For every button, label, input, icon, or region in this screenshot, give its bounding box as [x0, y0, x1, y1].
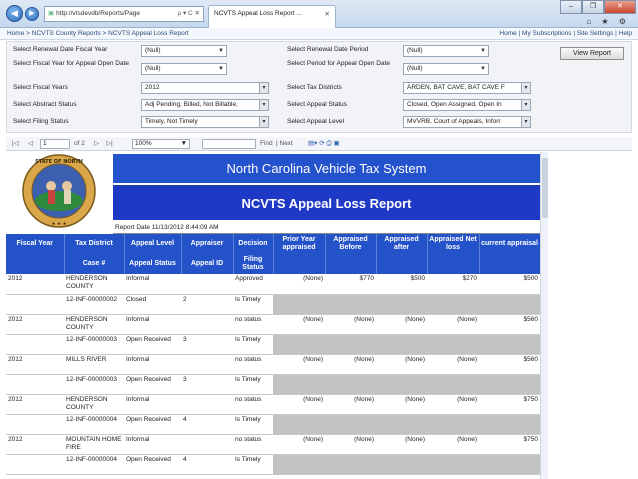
column-header: Appraised Before [325, 234, 376, 254]
param-label: Select Filing Status [13, 118, 69, 125]
page-count: of 2 [74, 140, 85, 147]
view-report-button[interactable]: View Report [560, 47, 624, 60]
browser-tool-icons[interactable]: ⌂ ★ ⚙ [586, 17, 630, 26]
table-cell [181, 274, 233, 294]
table-cell-empty [273, 334, 325, 354]
find-input[interactable] [202, 139, 256, 149]
table-cell-empty [479, 414, 540, 434]
appeal-status-multiselect[interactable]: Closed, Open Assigned, Open In ▾ [403, 99, 531, 111]
table-subrow [6, 294, 540, 314]
tax-districts-multiselect[interactable]: ARDEN, BAT CAVE, BAT CAVE F ▾ [403, 82, 531, 94]
column-header: current appraisal [479, 234, 540, 254]
table-row [6, 354, 540, 374]
table-cell-empty [376, 294, 427, 314]
table-row [6, 314, 540, 334]
table-cell [181, 394, 233, 414]
column-header: Case # [64, 254, 124, 274]
table-cell: Is Timely [233, 294, 273, 314]
table-cell: Is Timely [233, 374, 273, 394]
parameter-panel [6, 41, 632, 133]
renewal-fiscal-year-select[interactable]: (Null) ▼ [141, 45, 227, 57]
table-cell: 12-INF-00000003 [64, 374, 124, 394]
first-page-icon[interactable]: |◁ [12, 140, 19, 147]
table-cell: $750 [479, 394, 540, 414]
report-title-banner [113, 185, 540, 222]
browser-tab[interactable] [208, 5, 336, 28]
table-cell: $500 [376, 274, 427, 294]
chevron-down-icon: ▾ [521, 117, 530, 127]
table-cell: 2012 [6, 354, 64, 374]
appeal-loss-table [6, 234, 540, 475]
export-refresh-print-icons[interactable]: ▤▾ ⟳ ⎙ ▣ [308, 140, 340, 147]
table-cell: (None) [325, 394, 376, 414]
report-title: NCVTS Appeal Loss Report [113, 187, 540, 220]
table-cell: Is Timely [233, 454, 273, 474]
table-cell: $770 [325, 274, 376, 294]
minimize-button[interactable]: – [560, 0, 582, 14]
table-cell-empty [479, 334, 540, 354]
scrollbar-thumb[interactable] [542, 158, 548, 218]
chevron-down-icon: ▼ [480, 48, 486, 54]
table-cell: 4 [181, 414, 233, 434]
table-cell: (None) [273, 274, 325, 294]
column-header: Prior Year appraised [273, 234, 325, 254]
table-cell-empty [479, 374, 540, 394]
table-cell-empty [479, 294, 540, 314]
table-cell: (None) [376, 314, 427, 334]
chevron-down-icon: ▼ [218, 66, 224, 72]
table-cell [6, 374, 64, 394]
table-cell: (None) [273, 394, 325, 414]
abstract-status-multiselect[interactable]: Adj Pending, Billed, Not Billable, ▾ [141, 99, 269, 111]
address-bar[interactable] [44, 6, 204, 22]
table-cell [181, 314, 233, 334]
window-controls [560, 0, 636, 14]
fiscal-years-multiselect[interactable]: 2012 ▾ [141, 82, 269, 94]
chevron-down-icon: ▾ [521, 100, 530, 110]
param-label: Select Renewal Date Period [287, 46, 369, 53]
table-header-row [6, 254, 540, 274]
table-cell: 2 [181, 294, 233, 314]
table-cell: $560 [479, 314, 540, 334]
table-cell: (None) [427, 394, 479, 414]
table-cell-empty [376, 414, 427, 434]
table-cell-empty [427, 294, 479, 314]
table-cell-empty [376, 374, 427, 394]
chevron-down-icon: ▾ [259, 117, 268, 127]
breadcrumb-path[interactable]: Home > NCVTS County Reports > NCVTS Appeal Loss Report [7, 30, 189, 37]
column-header-spacer [273, 254, 325, 274]
column-header: Tax District [64, 234, 124, 254]
table-cell: HENDERSON COUNTY [64, 274, 124, 294]
table-cell: Is Timely [233, 414, 273, 434]
table-cell: HENDERSON COUNTY [64, 314, 124, 334]
table-cell-empty [427, 414, 479, 434]
column-header: Appeal ID [181, 254, 233, 274]
table-cell: no status [233, 314, 273, 334]
table-cell: Approved [233, 274, 273, 294]
param-label: Select Appeal Status [287, 101, 347, 108]
appeal-open-period-select[interactable]: (Null) ▼ [403, 63, 489, 75]
column-header: Appeal Status [124, 254, 181, 274]
close-window-button[interactable]: ✕ [604, 0, 636, 14]
table-cell [181, 434, 233, 454]
chevron-down-icon: ▾ [259, 83, 268, 93]
table-cell: Is Timely [233, 334, 273, 354]
table-cell: 12-INF-00000003 [64, 334, 124, 354]
page-number-input[interactable]: 1 [40, 139, 70, 149]
table-cell: (None) [325, 354, 376, 374]
address-actions[interactable]: ρ ▾ C ✕ [177, 10, 200, 17]
table-cell-empty [325, 294, 376, 314]
param-label: Select Period for Appeal Open Date [287, 60, 390, 67]
find-link[interactable]: Find [260, 140, 273, 147]
table-cell: 12-INF-00000004 [64, 414, 124, 434]
table-cell: no status [233, 394, 273, 414]
column-header: Appeal Level [124, 234, 181, 254]
find-next-link[interactable]: | Next [276, 140, 293, 147]
table-cell: 2012 [6, 394, 64, 414]
maximize-button[interactable]: ❐ [582, 0, 604, 14]
prev-page-icon[interactable]: ◁ [28, 140, 33, 147]
table-cell-empty [325, 414, 376, 434]
table-cell: (None) [427, 354, 479, 374]
column-header-spacer [479, 254, 540, 274]
page-icon: ▣ [48, 10, 55, 17]
table-cell: $500 [479, 274, 540, 294]
table-cell-empty [325, 454, 376, 474]
table-cell: Open Received [124, 414, 181, 434]
column-header: Fiscal Year [6, 234, 64, 254]
table-cell: Informal [124, 434, 181, 454]
appeal-open-fiscal-year-select[interactable]: (Null) ▼ [141, 63, 227, 75]
table-cell: 12-INF-00000002 [64, 294, 124, 314]
table-cell-empty [479, 454, 540, 474]
table-cell: (None) [376, 394, 427, 414]
table-cell: MILLS RIVER [64, 354, 124, 374]
table-cell [181, 354, 233, 374]
table-cell [6, 294, 64, 314]
column-header: Appraised after [376, 234, 427, 254]
table-cell-empty [325, 374, 376, 394]
table-cell: Closed [124, 294, 181, 314]
table-cell-empty [427, 374, 479, 394]
column-header: Decision [233, 234, 273, 254]
report-date: Report Date 11/13/2012 8:44:09 AM [113, 222, 540, 234]
table-row [6, 434, 540, 454]
param-label: Select Abstract Status [13, 101, 77, 108]
table-cell: 2012 [6, 434, 64, 454]
report-toolbar [6, 137, 632, 151]
table-cell: Open Received [124, 374, 181, 394]
table-cell: 3 [181, 374, 233, 394]
table-cell [6, 334, 64, 354]
column-header: Appraiser [181, 234, 233, 254]
param-label: Select Fiscal Year for Appeal Open Date [13, 60, 129, 67]
table-cell: no status [233, 354, 273, 374]
table-cell: (None) [376, 354, 427, 374]
table-cell: Open Received [124, 454, 181, 474]
column-header-spacer [325, 254, 376, 274]
browser-chrome [0, 0, 638, 28]
table-cell-empty [427, 334, 479, 354]
table-cell: (None) [325, 434, 376, 454]
table-cell [6, 414, 64, 434]
chevron-down-icon: ▾ [521, 83, 530, 93]
back-button-icon[interactable]: ◀ [6, 5, 23, 22]
table-subrow [6, 374, 540, 394]
table-cell: Informal [124, 274, 181, 294]
site-links[interactable]: Home | My Subscriptions | Site Settings | Help [499, 30, 632, 37]
tab-title: NCVTS Appeal Loss Report ... [214, 10, 302, 17]
table-cell-empty [376, 334, 427, 354]
last-page-icon[interactable]: ▷| [106, 140, 113, 147]
column-header: Appraised Net loss [427, 234, 479, 254]
table-row [6, 274, 540, 294]
table-cell [6, 454, 64, 474]
table-cell: (None) [427, 314, 479, 334]
table-cell: $750 [479, 434, 540, 454]
chevron-down-icon: ▼ [480, 66, 486, 72]
table-cell: (None) [427, 434, 479, 454]
param-label: Select Appeal Level [287, 118, 345, 125]
table-cell: (None) [273, 434, 325, 454]
table-cell: (None) [273, 354, 325, 374]
table-cell-empty [427, 454, 479, 474]
table-cell: (None) [273, 314, 325, 334]
renewal-date-period-select[interactable]: (Null) ▼ [403, 45, 489, 57]
table-cell: $270 [427, 274, 479, 294]
breadcrumb [0, 28, 638, 40]
chevron-down-icon: ▾ [259, 100, 268, 110]
param-label: Select Renewal Date Fiscal Year [13, 46, 108, 53]
table-header-row [6, 234, 540, 254]
table-cell: no status [233, 434, 273, 454]
table-cell: MOUNTAIN HOME FIRE [64, 434, 124, 454]
table-cell: 2012 [6, 314, 64, 334]
table-cell: 4 [181, 454, 233, 474]
table-cell: Informal [124, 354, 181, 374]
url-text: http://vtsdevdb/Reports/Page [56, 10, 140, 17]
next-page-icon[interactable]: ▷ [94, 140, 99, 147]
system-title-banner: North Carolina Vehicle Tax System [113, 154, 540, 183]
table-cell: 2012 [6, 274, 64, 294]
table-cell: $560 [479, 354, 540, 374]
table-cell: 12-INF-00000004 [64, 454, 124, 474]
table-row [6, 394, 540, 414]
param-label: Select Tax Districts [287, 84, 342, 91]
column-header-spacer [427, 254, 479, 274]
forward-button-icon[interactable]: ▶ [25, 7, 39, 21]
table-subrow [6, 454, 540, 474]
filing-status-multiselect[interactable]: Timely, Not Timely ▾ [141, 116, 269, 128]
zoom-select[interactable]: 100% ▼ [132, 139, 190, 149]
svg-text:★ ★ ★: ★ ★ ★ [51, 222, 67, 227]
table-cell-empty [273, 294, 325, 314]
table-subrow [6, 334, 540, 354]
table-cell: HENDERSON COUNTY [64, 394, 124, 414]
table-cell-empty [376, 454, 427, 474]
table-cell-empty [325, 334, 376, 354]
report-scrollbar[interactable] [540, 152, 548, 479]
table-cell-empty [273, 374, 325, 394]
column-header: Filing Status [233, 254, 273, 274]
nc-great-seal-icon [7, 153, 112, 229]
appeal-level-multiselect[interactable]: MVVRB, Court of Appeals, Inforr ▾ [403, 116, 531, 128]
table-cell: Open Received [124, 334, 181, 354]
param-label: Select Fiscal Years [13, 84, 68, 91]
column-header-spacer [376, 254, 427, 274]
chevron-down-icon: ▼ [180, 140, 187, 147]
table-cell-empty [273, 454, 325, 474]
report-canvas [6, 152, 540, 479]
table-cell: (None) [376, 434, 427, 454]
table-cell: Informal [124, 314, 181, 334]
svg-text:STATE OF NORTH: STATE OF NORTH [35, 159, 83, 165]
table-subrow [6, 414, 540, 434]
table-cell-empty [273, 414, 325, 434]
table-cell: 3 [181, 334, 233, 354]
table-cell: Informal [124, 394, 181, 414]
column-header [6, 254, 64, 274]
table-cell: (None) [325, 314, 376, 334]
chevron-down-icon: ▼ [218, 48, 224, 54]
tab-close-icon[interactable]: ✕ [324, 11, 330, 18]
